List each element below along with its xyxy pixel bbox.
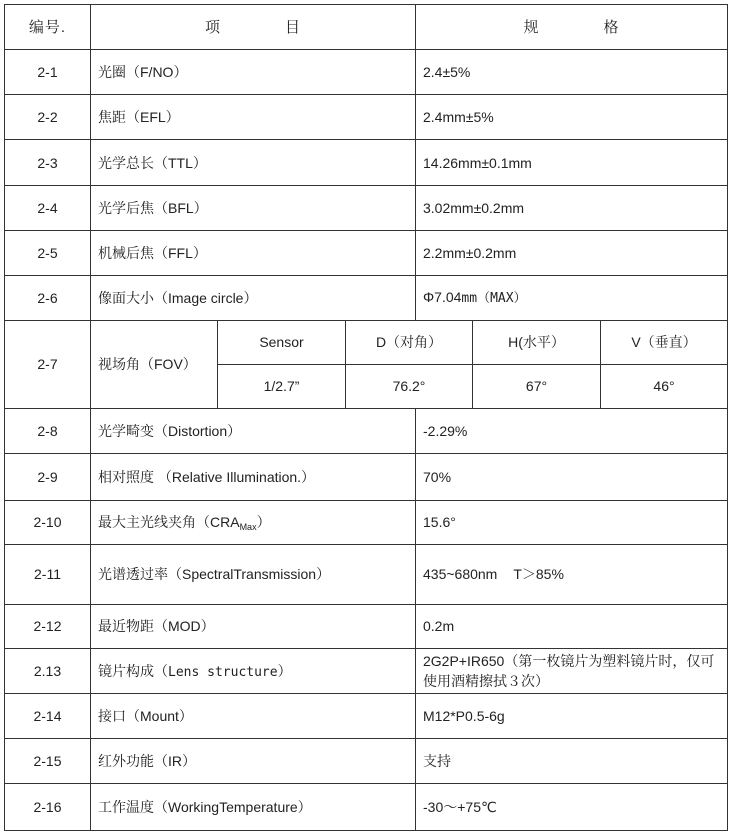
row-no: 2-15 (5, 739, 91, 784)
row-value: 2G2P+IR650（第一枚镜片为塑料镜片时，仅可使用酒精擦拭３次） (416, 649, 728, 694)
table-row (5, 783, 728, 830)
row-item: 光圈（F/NO） (91, 49, 416, 94)
row-no: 2-11 (5, 545, 91, 604)
row-no: 2-16 (5, 783, 91, 830)
row-no: 2-9 (5, 453, 91, 500)
row-value: 70% (416, 453, 728, 500)
row-item: 像面大小（Image circle） (91, 276, 416, 321)
row-item (91, 649, 416, 694)
row-item: 红外功能（IR） (91, 739, 416, 784)
row-item (91, 500, 416, 545)
header-item (91, 5, 416, 50)
lens-label-c: ） (277, 663, 292, 680)
row-no: 2.13 (5, 649, 91, 694)
header-item-b: 目 (285, 19, 302, 37)
table-row (5, 545, 728, 604)
table-row (5, 739, 728, 784)
row-no: 2-14 (5, 694, 91, 739)
row-item: 光学畸变（Distortion） (91, 408, 416, 453)
table-row (5, 453, 728, 500)
row-no: 2-6 (5, 276, 91, 321)
fov-head-vertical: V（垂直） (601, 321, 728, 365)
row-no: 2-10 (5, 500, 91, 545)
row-item: 工作温度（WorkingTemperature） (91, 783, 416, 830)
table-row (5, 94, 728, 139)
row-no: 2-1 (5, 49, 91, 94)
row-value: 14.26mm±0.1mm (416, 139, 728, 186)
row-no: 2-5 (5, 231, 91, 276)
fov-value-vertical: 46° (601, 364, 728, 408)
row-value (416, 276, 728, 321)
row-no: 2-4 (5, 186, 91, 231)
table-row (5, 694, 728, 739)
row-item: 接口（Mount） (91, 694, 416, 739)
header-item-a: 项 (204, 19, 221, 37)
row-value: -2.29% (416, 408, 728, 453)
table-row (5, 139, 728, 186)
table-row (5, 276, 728, 321)
lens-label-b: Lens structure (168, 665, 278, 681)
row-no: 2-8 (5, 408, 91, 453)
row-item: 机械后焦（FFL） (91, 231, 416, 276)
image-circle-unit: mm（MAX） (461, 291, 527, 307)
fov-row-header (5, 321, 728, 365)
table-row (5, 500, 728, 545)
fov-head-horizontal: H(水平） (473, 321, 601, 365)
table-row (5, 649, 728, 694)
fov-head-diagonal: D（对角） (346, 321, 473, 365)
row-value: M12*P0.5-6g (416, 694, 728, 739)
row-no: 2-12 (5, 604, 91, 649)
table-row (5, 49, 728, 94)
table-row (5, 186, 728, 231)
fov-value-sensor: 1/2.7” (218, 364, 346, 408)
spectral-transmission: T＞85% (513, 566, 564, 583)
row-value (416, 545, 728, 604)
fov-head-sensor: Sensor (218, 321, 346, 365)
row-item: 光学总长（TTL） (91, 139, 416, 186)
row-value: 支持 (416, 739, 728, 784)
spectral-range: 435~680nm (423, 566, 498, 583)
row-value: 15.6° (416, 500, 728, 545)
row-value: 2.4mm±5% (416, 94, 728, 139)
row-item: 光谱透过率（SpectralTransmission） (91, 545, 416, 604)
fov-item: 视场角（FOV） (91, 321, 218, 409)
row-value: 0.2m (416, 604, 728, 649)
table-row (5, 604, 728, 649)
cra-label-end: ） (256, 514, 271, 531)
spec-table (4, 4, 728, 831)
header-spec (416, 5, 728, 50)
row-item: 最近物距（MOD） (91, 604, 416, 649)
row-item: 光学后焦（BFL） (91, 186, 416, 231)
fov-value-diagonal: 76.2° (346, 364, 473, 408)
cra-label: 最大主光线夹角（CRA (98, 514, 240, 531)
table-row (5, 231, 728, 276)
row-value: 2.2mm±0.2mm (416, 231, 728, 276)
row-item: 焦距（EFL） (91, 94, 416, 139)
header-spec-a: 规 (523, 19, 540, 37)
row-value: 3.02mm±0.2mm (416, 186, 728, 231)
header-spec-b: 格 (603, 19, 620, 37)
header-no: 编号. (5, 5, 91, 50)
cra-subscript: Max (239, 522, 257, 533)
row-no: 2-2 (5, 94, 91, 139)
lens-label-a: 镜片构成（ (98, 663, 168, 680)
row-no: 2-7 (5, 321, 91, 409)
row-value: -30～+75℃ (416, 783, 728, 830)
table-header-row (5, 5, 728, 50)
image-circle-value: Φ7.04 (423, 289, 462, 306)
fov-value-horizontal: 67° (473, 364, 601, 408)
row-value: 2.4±5% (416, 49, 728, 94)
row-no: 2-3 (5, 139, 91, 186)
table-row (5, 408, 728, 453)
row-item: 相对照度 （Relative Illumination.） (91, 453, 416, 500)
